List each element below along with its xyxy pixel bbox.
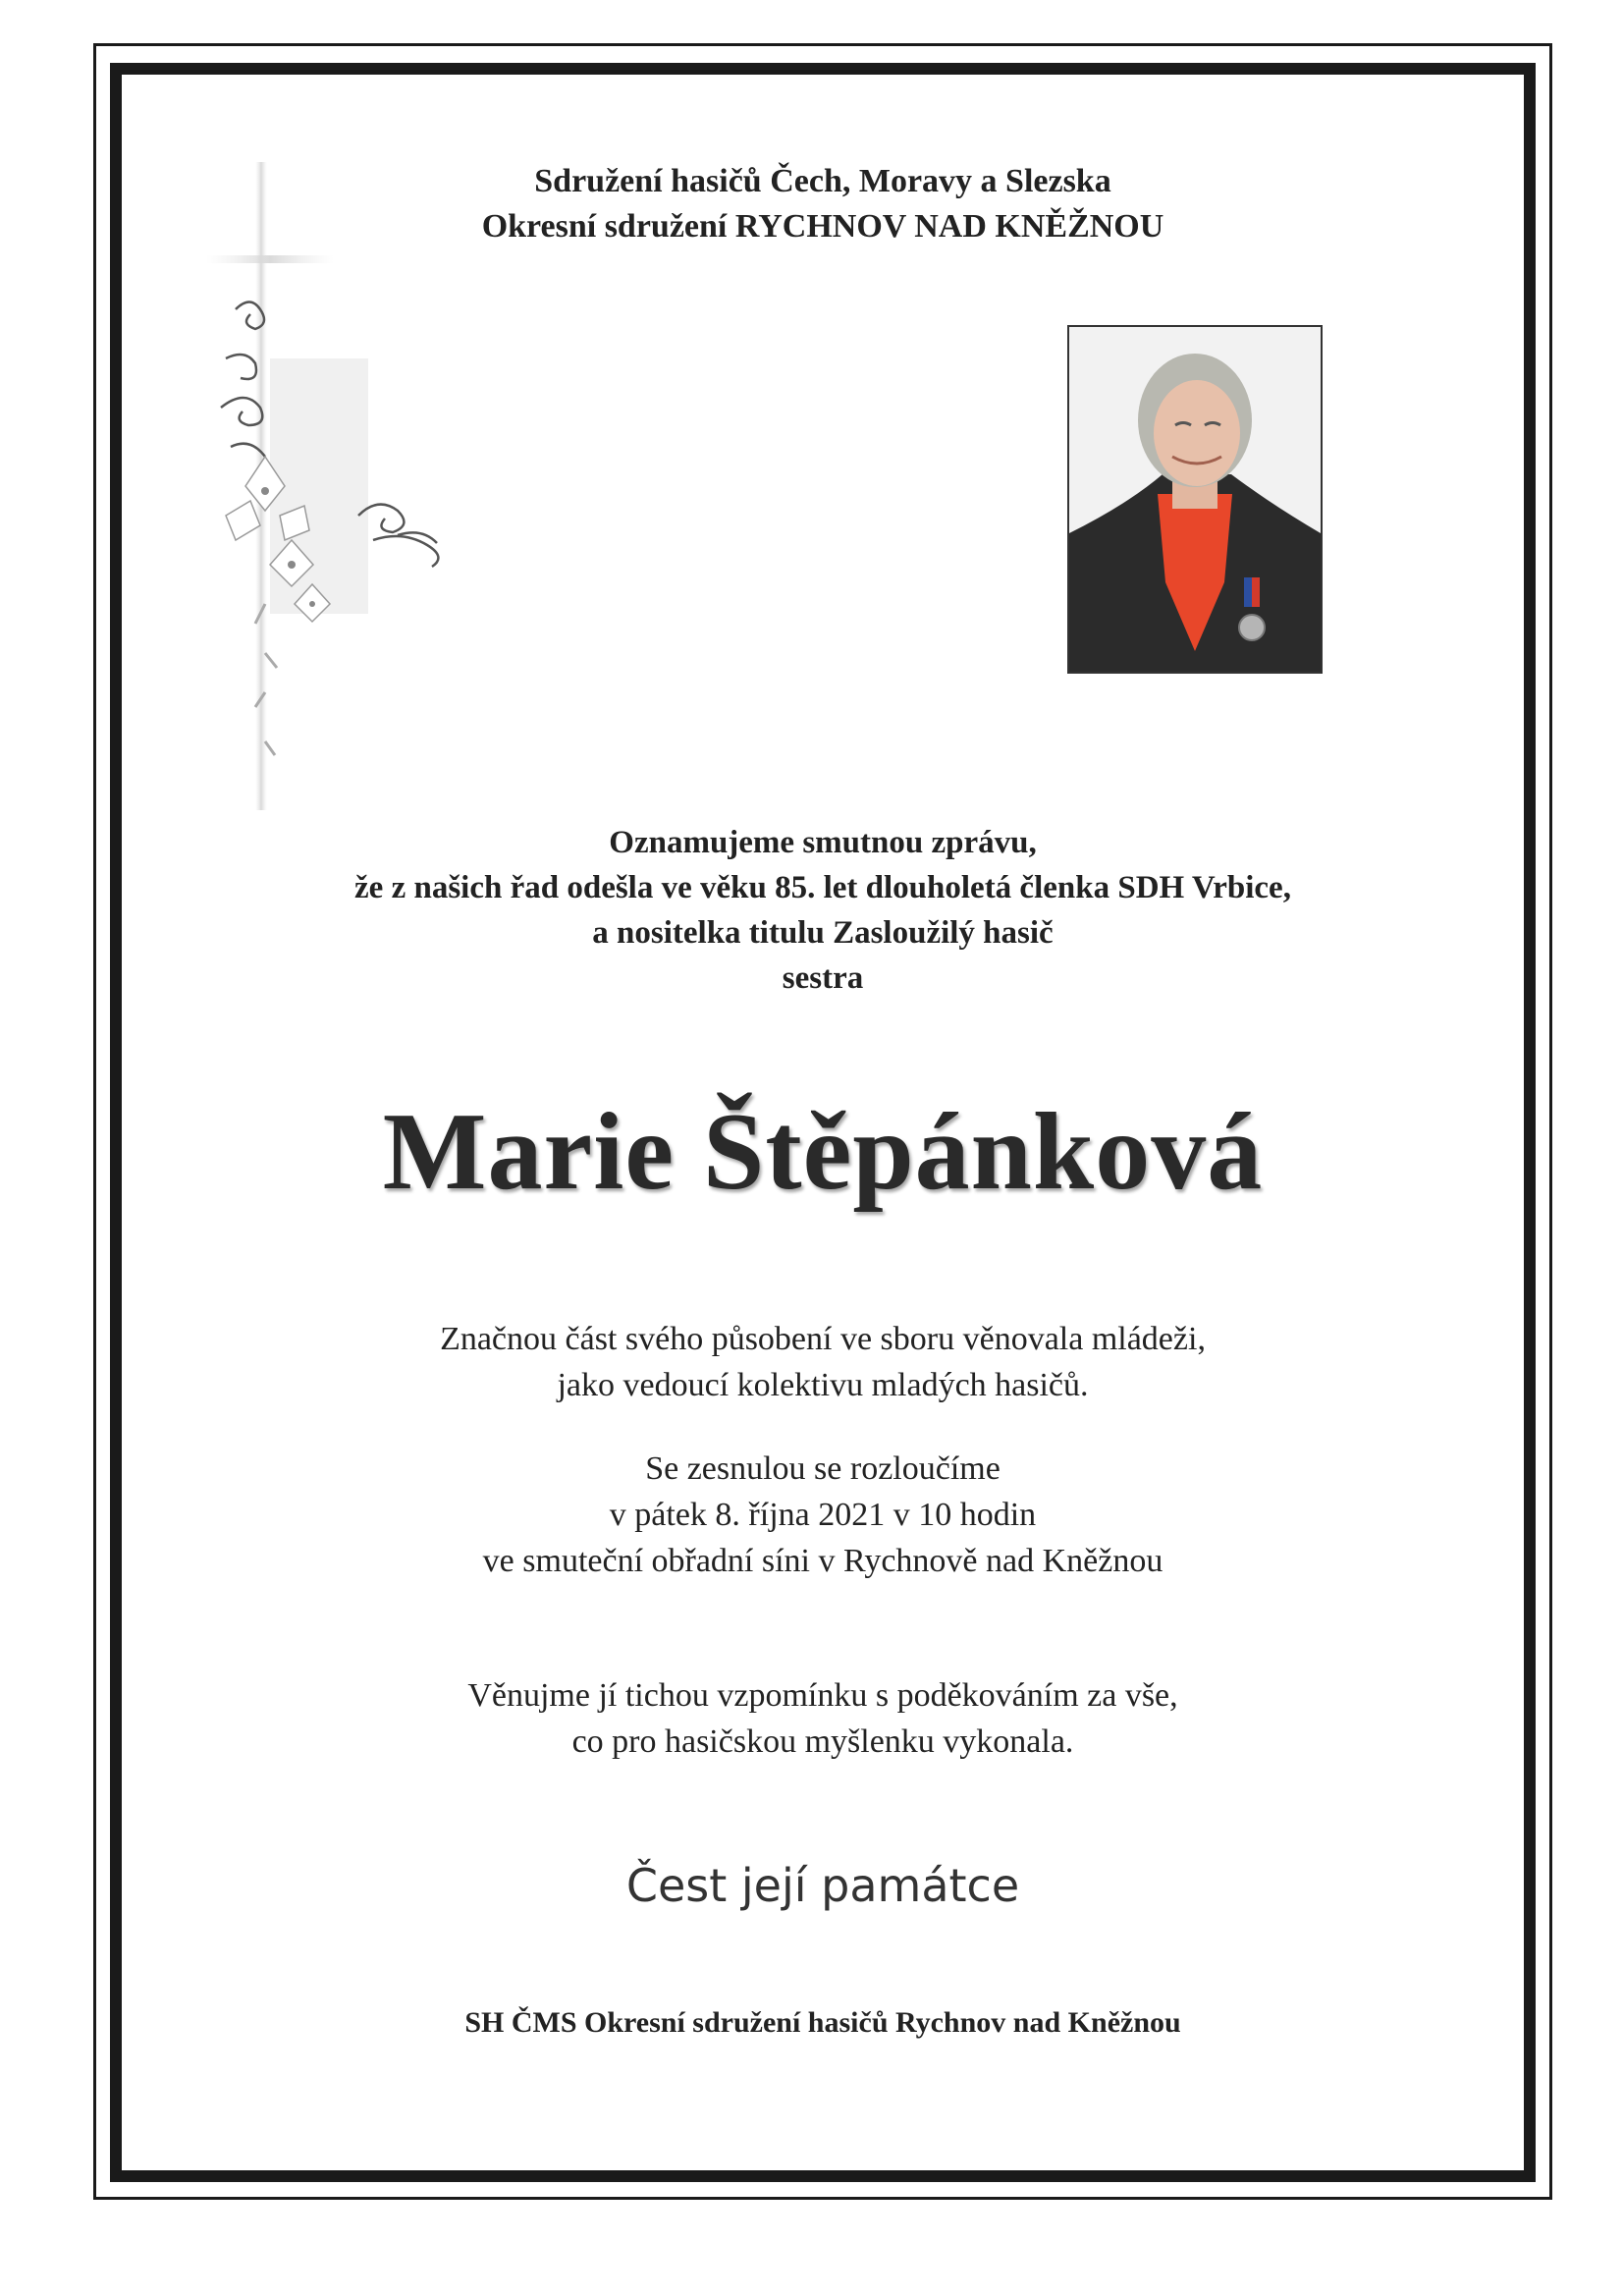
honor-text: Čest její památce xyxy=(625,1859,1020,1912)
header-line-2: Okresní sdružení RYCHNOV NAD KNĚŽNOU xyxy=(481,208,1164,245)
deceased-name: Marie Štěpánková xyxy=(382,1091,1264,1213)
paragraph2-line-3: ve smuteční obřadní síni v Rychnově nad Kněžnou xyxy=(482,1543,1163,1579)
announcement-line-2: že z našich řad odešla ve věku 85. let dlouholetá členka SDH Vrbice, xyxy=(354,870,1291,905)
paragraph2-line-2: v pátek 8. října 2021 v 10 hodin xyxy=(609,1497,1037,1533)
paragraph-remembrance xyxy=(110,1672,1536,1765)
organization-header xyxy=(110,159,1536,249)
paragraph-youth xyxy=(110,1316,1536,1408)
paragraph3-line-1: Věnujme jí tichou vzpomínku s poděkováním za vše, xyxy=(467,1677,1178,1714)
paragraph1-line-2: jako vedoucí kolektivu mladých hasičů. xyxy=(557,1367,1089,1403)
header-line-1: Sdružení hasičů Čech, Moravy a Slezska xyxy=(534,163,1111,199)
announcement-line-1: Oznamujeme smutnou zprávu, xyxy=(609,825,1037,860)
paragraph2-line-1: Se zesnulou se rozloučíme xyxy=(645,1450,1001,1487)
footer-signature: SH ČMS Okresní sdružení hasičů Rychnov nad Kněžnou xyxy=(464,2006,1181,2039)
paragraph1-line-1: Značnou část svého působení ve sboru věnovala mládeži, xyxy=(440,1321,1206,1357)
announcement-line-3: a nositelka titulu Zasloužilý hasič xyxy=(592,915,1054,951)
cross-lily-ornament xyxy=(187,162,481,810)
paragraph-farewell xyxy=(110,1446,1536,1584)
portrait-photo xyxy=(1067,325,1323,674)
announcement-line-4: sestra xyxy=(782,960,864,996)
paragraph3-line-2: co pro hasičskou myšlenku vykonala. xyxy=(571,1723,1074,1760)
announcement xyxy=(110,820,1536,1001)
